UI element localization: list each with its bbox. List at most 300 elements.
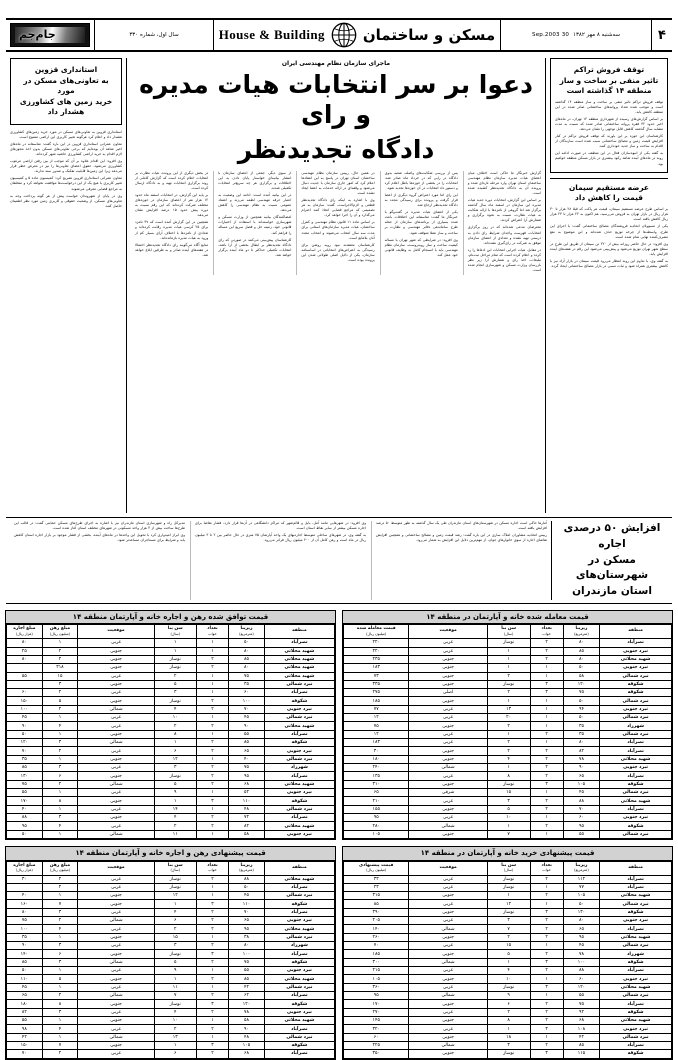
table-cell: ۹۰ xyxy=(229,722,265,730)
table-header-row xyxy=(7,861,335,875)
table-row xyxy=(7,950,335,958)
table-cell: ۷۵ xyxy=(229,672,265,680)
table-cell: ۲۰۵ xyxy=(344,917,409,925)
table-cell: جنوبی xyxy=(409,830,487,838)
table-cell: ۱ xyxy=(530,697,563,705)
table-cell: ۱ xyxy=(42,1033,78,1041)
table-row xyxy=(7,875,335,883)
table-cell: ۷۰ xyxy=(229,705,265,713)
table-cell: جنوبی xyxy=(78,797,155,805)
table-column-header: تعداد خواب xyxy=(530,861,563,875)
table-cell: جنوبی xyxy=(78,1042,155,1050)
table-cell: ۲ xyxy=(154,1025,196,1033)
table-cell: شرقی xyxy=(409,789,487,797)
table-cell: ۱۸۳ xyxy=(344,664,409,672)
table-row xyxy=(344,739,672,747)
table-cell: ۲ xyxy=(42,780,78,788)
table-cell: شهید محلاتی xyxy=(264,875,334,883)
table-cell: ۱۲۰ xyxy=(7,739,43,747)
table-cell: جنوبی xyxy=(409,755,487,763)
table-column-unit: (مترمربع) xyxy=(239,632,254,637)
table-cell: ۲ xyxy=(196,925,228,933)
table-cell: ۲ xyxy=(196,975,228,983)
table-cell: ۲ xyxy=(196,822,228,830)
table-cell: ۹۸ xyxy=(7,1025,43,1033)
table-cell: شهید محلاتی xyxy=(600,655,672,663)
table-cell: نوساز xyxy=(154,875,196,883)
table-row xyxy=(7,755,335,763)
table-cell: ۲ xyxy=(530,1042,563,1050)
table-cell: ۴ xyxy=(154,705,196,713)
table-cell: جنوبی xyxy=(78,892,155,900)
table-row xyxy=(344,747,672,755)
table-cell: ۸۰ xyxy=(563,655,599,663)
table-cell: ۱ xyxy=(530,883,563,891)
table-cell: ۷۵ xyxy=(229,958,265,966)
table-cell: شهید محلاتی xyxy=(264,722,334,730)
table-row xyxy=(7,672,335,680)
table-cell: ۲ xyxy=(530,822,563,830)
table-cell: ۱ xyxy=(196,672,228,680)
table-cell: ۳۵۰ xyxy=(344,1050,409,1058)
table-cell: ۳۰ xyxy=(344,747,409,755)
table-row xyxy=(344,797,672,805)
masthead-title xyxy=(214,20,500,50)
table-cell: ۲۶۰ xyxy=(344,933,409,941)
table-cell: ۷۵ xyxy=(229,764,265,772)
table-cell: ۲ xyxy=(487,689,530,697)
table-cell: نصرآباد xyxy=(600,967,672,975)
table-cell: نبرد شمالی xyxy=(600,697,672,705)
table-cell: ۴ xyxy=(42,925,78,933)
table-cell: شمالی xyxy=(409,822,487,830)
table-cell: ۲ xyxy=(42,689,78,697)
table-cell: ۱ xyxy=(530,722,563,730)
table-row xyxy=(344,672,672,680)
table-cell: ۲ xyxy=(154,925,196,933)
table-cell: جنوبی xyxy=(78,697,155,705)
table-cell: ۱ xyxy=(154,797,196,805)
table-row xyxy=(344,875,672,883)
table-row xyxy=(7,747,335,755)
table-cell: ۲ xyxy=(530,639,563,647)
table-cell: ۱ xyxy=(42,714,78,722)
table-column-unit: (میلیون ریال) xyxy=(366,868,387,873)
table-cell: نبرد جنوبی xyxy=(264,917,334,925)
table-cell: شمالی xyxy=(78,992,155,1000)
table-cell: جنوبی xyxy=(78,814,155,822)
table-column-unit: (سال) xyxy=(170,632,181,637)
table-cell: ۶۰ xyxy=(563,975,599,983)
table-cell: ۱ xyxy=(530,789,563,797)
table-row xyxy=(344,805,672,813)
table-cell: جنوبی xyxy=(78,755,155,763)
table-cell: ۷ xyxy=(487,925,530,933)
table-cell: ۷۷ xyxy=(563,883,599,891)
table-column-unit: (مترمربع) xyxy=(574,632,589,637)
left-sidebar xyxy=(6,58,127,513)
table-cell: ۵۵ xyxy=(563,992,599,1000)
table-cell: ۷۷ xyxy=(344,705,409,713)
table-cell: ۱ xyxy=(196,883,228,891)
table-cell: ۱ xyxy=(42,830,78,838)
table-cell: ۱ xyxy=(42,892,78,900)
table-cell: نوساز xyxy=(487,639,530,647)
table-cell: ۶۵ xyxy=(344,789,409,797)
table-cell: ۹۵ xyxy=(229,925,265,933)
table-cell: ۶ xyxy=(154,917,196,925)
table-cell: نبرد شمالی xyxy=(600,942,672,950)
table-row xyxy=(7,1042,335,1050)
table-column-header: موقعیت xyxy=(409,861,487,875)
table-cell: ۲ xyxy=(487,747,530,755)
table-cell: ۲ xyxy=(196,958,228,966)
table-cell: ۱۵ xyxy=(42,672,78,680)
table-cell: جنوبی xyxy=(409,975,487,983)
table-cell: ۶۰ xyxy=(563,814,599,822)
table-cell: نصرآباد xyxy=(600,747,672,755)
table-cell: غربی xyxy=(78,1025,155,1033)
table-row xyxy=(344,755,672,763)
table-cell: نبرد شمالی xyxy=(264,680,334,688)
article-column: مدیرکل راه و شهرسازی استان مازندران نیز با اشاره به اجرای طرح‌های مسکن حمایتی گفت: در قالب این طرح‌ها ساخت بیش از ۴ هزار واحد مسکونی در شهرهای مختلف استان آغاز شده است. وی ابراز امیدواری کرد با تحویل این واحدها در ماه‌های آینده، بخشی از فشار موجود بر بازار اجاره استان کاهش یابد و شرایط برای مستاجران مساعدتر شود. xyxy=(14,521,185,543)
table-cell: ۲۵ xyxy=(7,647,43,655)
table-cell: ۱۵ xyxy=(154,933,196,941)
table-row xyxy=(344,814,672,822)
table-cell: ۴۵ xyxy=(229,714,265,722)
sidebar-story-cement xyxy=(550,183,668,270)
table-cell: ۱ xyxy=(154,647,196,655)
table-cell: ۲ xyxy=(530,805,563,813)
table-cell: نبرد جنوبی xyxy=(600,705,672,713)
table-cell: غربی xyxy=(409,772,487,780)
table-cell: ۱ xyxy=(196,755,228,763)
table-cell: شمالی xyxy=(78,830,155,838)
table-column-header: سن بنا (سال) xyxy=(154,861,196,875)
table-cell: شهید محلاتی xyxy=(600,755,672,763)
table-row xyxy=(344,908,672,916)
table-cell: نبرد شمالی xyxy=(264,755,334,763)
table-cell: ۸۰ xyxy=(563,917,599,925)
table-cell: ۸۵ xyxy=(229,739,265,747)
price-tables-row-top xyxy=(5,610,673,840)
table-cell: شهید محلاتی xyxy=(600,983,672,991)
table-cell: جنوبی xyxy=(409,680,487,688)
table-cell: ۲ xyxy=(530,875,563,883)
table-cell: جنوبی xyxy=(78,1000,155,1008)
mazandaran-rent-story xyxy=(6,517,672,604)
table-cell: ۳ xyxy=(196,900,228,908)
table-row xyxy=(344,900,672,908)
table-cell: ۱ xyxy=(196,983,228,991)
table-cell: ۲ xyxy=(487,672,530,680)
table-row xyxy=(7,730,335,738)
table-cell: ۱ xyxy=(487,1025,530,1033)
table-cell: نوساز xyxy=(154,655,196,663)
table-cell: ۷۰ xyxy=(563,805,599,813)
table-cell: ۵۰ xyxy=(563,714,599,722)
table-cell: ۱۰۵ xyxy=(344,975,409,983)
table-row xyxy=(344,1008,672,1016)
table-cell: نبرد جنوبی xyxy=(264,830,334,838)
table-cell: نبرد شمالی xyxy=(264,1033,334,1041)
table-cell: ۲ xyxy=(154,722,196,730)
table-cell: ۱۴۰ xyxy=(344,925,409,933)
table-cell: ۱ xyxy=(530,714,563,722)
table-cell: ۳۵ xyxy=(563,730,599,738)
table-column-header: منطقه xyxy=(600,625,672,639)
table-cell: ۸۰ xyxy=(229,942,265,950)
table-row xyxy=(7,967,335,975)
table-cell: ۷۸ xyxy=(229,1008,265,1016)
table-row xyxy=(7,722,335,730)
table-cell: جنوبی xyxy=(78,900,155,908)
table-cell: ۱ xyxy=(530,664,563,672)
table-cell: ۱۰۵ xyxy=(563,780,599,788)
table-cell: ۴۵ xyxy=(563,942,599,950)
table-cell: ۲ xyxy=(154,822,196,830)
table-cell: ۷ xyxy=(487,830,530,838)
table-row xyxy=(7,697,335,705)
table-caption: قیمت توافق شده رهن و اجاره خانه و آپارتمان منطقه ۱۴ xyxy=(6,611,335,625)
table-row xyxy=(344,714,672,722)
table-cell: شهید محلاتی xyxy=(264,780,334,788)
table-cell xyxy=(7,883,43,891)
table-cell: نصرآباد xyxy=(600,1042,672,1050)
table-column-unit: خواب xyxy=(542,632,551,637)
table-row xyxy=(7,714,335,722)
table-cell: غربی xyxy=(78,967,155,975)
table-cell: غربی xyxy=(78,764,155,772)
table-cell: ۲ xyxy=(196,917,228,925)
table-cell: نبرد جنوبی xyxy=(600,664,672,672)
table-cell: ۳ xyxy=(196,1000,228,1008)
table-cell: جنوبی xyxy=(409,1033,487,1041)
table-cell: غربی xyxy=(78,722,155,730)
table-cell: ۳ xyxy=(42,908,78,916)
table-cell: ۵۸ xyxy=(563,672,599,680)
page-number: ۴ xyxy=(658,27,666,43)
table-column-header: موقعیت xyxy=(78,861,155,875)
table-cell: ۲۷۰ xyxy=(344,1008,409,1016)
table-cell: ۱۲ xyxy=(487,900,530,908)
table-cell: شمالی xyxy=(78,739,155,747)
table-cell: شمالی xyxy=(78,780,155,788)
table-cell: ۱۷۰ xyxy=(7,797,43,805)
table-cell: ۲ xyxy=(530,1008,563,1016)
table-row xyxy=(344,1050,672,1058)
table-cell: ۲ xyxy=(530,892,563,900)
table-cell: ۱۲ xyxy=(344,730,409,738)
table-cell: جنوبی xyxy=(409,655,487,663)
table-cell: نصرآباد xyxy=(264,950,334,958)
table-row xyxy=(7,797,335,805)
table-cell: شکوفه xyxy=(600,680,672,688)
price-table xyxy=(6,624,335,839)
table-cell: ۱۲ xyxy=(154,755,196,763)
table-cell: غربی xyxy=(409,730,487,738)
table-cell: جنوبی xyxy=(409,780,487,788)
table-cell xyxy=(7,680,43,688)
table-cell: ۲۳۵ xyxy=(344,655,409,663)
table-cell: ۱ xyxy=(196,647,228,655)
table-cell: ۱ xyxy=(196,830,228,838)
table-column-header: مبلغ رهن (میلیون ریال) xyxy=(42,625,78,639)
table-cell: ۱۳ xyxy=(154,1033,196,1041)
table-cell: ۳ xyxy=(154,764,196,772)
table-cell: ۲ xyxy=(487,722,530,730)
article-column: در بخش دیگری از این پرونده، هیات نظارت بر انتخابات اعلام کرده است که گزارش کاملی از روند برگزاری انتخابات تهیه و به دادگاه ارسال کرده است. بر پایه این گزارش، در انتخابات اسفند ماه حدود ۱۲ هزار نفر از اعضای سازمان در حوزه‌های مختلف شرکت کرده‌اند که این رقم نسبت به دوره پیش حدود ۱۵ درصد افزایش نشان می‌دهد. همچنین در این گزارش آمده است که ۴۷ نامزد برای ۲۵ کرسی هیات مدیره رقابت کرده‌اند و تعدادی از نامزدها با اختلاف آرای بسیار کم از ورود به هیات مدیره بازمانده‌اند. منابع آگاه می‌گویند رای دادگاه تجدیدنظر احتمالا در هفته‌های آینده صادر و به طرفین ابلاغ خواهد شد. xyxy=(134,170,209,257)
table-cell: ۷۵ xyxy=(7,917,43,925)
table-column-header: موقعیت xyxy=(78,625,155,639)
table-cell: ۱ xyxy=(196,730,228,738)
table-cell: ۱۰۰ xyxy=(229,697,265,705)
table-cell: نصرآباد xyxy=(264,689,334,697)
price-table xyxy=(343,624,672,839)
table-cell: ۱ xyxy=(42,1017,78,1025)
table-cell: ۷۰ xyxy=(7,1050,43,1058)
table-cell: ۸۰ xyxy=(229,664,265,672)
table-cell: ۲ xyxy=(530,925,563,933)
table-row xyxy=(7,1025,335,1033)
table-cell: غربی xyxy=(78,672,155,680)
table-cell: شکوفه xyxy=(264,1000,334,1008)
table-cell: نصرآباد xyxy=(264,1025,334,1033)
table-cell: نبرد جنوبی xyxy=(264,789,334,797)
table-column-header: تعداد خواب xyxy=(530,625,563,639)
table-cell: ۱ xyxy=(196,680,228,688)
table-cell: ۷۸ xyxy=(563,950,599,958)
table-column-header: زیربنا (مترمربع) xyxy=(229,861,265,875)
table-column-unit: (میلیون ریال) xyxy=(49,632,71,637)
table-cell: ۱۰۵ xyxy=(229,1042,265,1050)
table-cell: ۱۸۰ xyxy=(344,755,409,763)
table-cell: شهید محلاتی xyxy=(600,892,672,900)
table-cell: ۴ xyxy=(42,722,78,730)
table-cell: ۱۲ xyxy=(154,892,196,900)
table-column-header: منطقه xyxy=(600,861,672,875)
table-column-unit: (میلیون ریال) xyxy=(366,632,387,637)
table-cell: نصرآباد xyxy=(264,814,334,822)
table-cell: ۷۲ xyxy=(229,814,265,822)
table-cell: ۱۳۰ xyxy=(7,772,43,780)
table-column-unit: (هزار ریال) xyxy=(15,868,33,873)
table-cell: ۱ xyxy=(154,975,196,983)
table-cell: غربی xyxy=(409,1025,487,1033)
table-cell: شکوفه xyxy=(264,797,334,805)
table-row xyxy=(344,780,672,788)
table-cell: ۱ xyxy=(196,714,228,722)
table-cell: ۸۲ xyxy=(563,747,599,755)
table-cell: ۱ xyxy=(42,789,78,797)
table-row xyxy=(7,805,335,813)
table-cell: ۱۱ xyxy=(154,830,196,838)
table-cell: ۲ xyxy=(196,908,228,916)
table-cell: جنوبی xyxy=(409,950,487,958)
newspaper-page xyxy=(0,18,678,1057)
table-cell: ۶۲ xyxy=(229,992,265,1000)
table-cell: ۲ xyxy=(196,697,228,705)
table-cell: ۳۵ xyxy=(563,722,599,730)
table-cell: غربی xyxy=(78,1050,155,1058)
table-cell: ۱۰۰ xyxy=(7,705,43,713)
table-row xyxy=(7,789,335,797)
divider xyxy=(550,178,668,179)
table-row xyxy=(7,639,335,647)
table-cell: جنوبی xyxy=(409,908,487,916)
table-cell: شکوفه xyxy=(264,697,334,705)
table-cell: ۱۴۰ xyxy=(7,950,43,958)
table-cell: ۱ xyxy=(154,900,196,908)
table-cell: ۱ xyxy=(196,1033,228,1041)
article-column: گزارش خبرنگار ما حاکی است اختلاف میان اعضای هیات مدیره سازمان نظام مهندسی ساختمان استان تهران وارد مرحله تازه‌ای شده و پرونده آن به دادگاه تجدیدنظر کشیده شده است. بر اساس این گزارش، انتخابات دوره جدید هیات مدیره این سازمان در اسفند ماه سال گذشته برگزار شد اما گروهی از نامزدها با ارائه شکایت به هیات نظارت، نسبت به نحوه برگزاری و شمارش آرا اعتراض کردند. معترضان مدعی شده‌اند که در روز برگزاری انتخابات، فهرست واجدان شرایط رای دادن به درستی تهیه نشده و تعدادی از اعضای سازمان موفق به شرکت در رای‌گیری نشده‌اند. در مقابل، هیات اجرایی انتخابات این ادعاها را رد کرده و اعلام کرده است که تمام مراحل ثبت‌نام، تبلیغات، اخذ رای و شمارش آرا زیر نظر بازرسان وزارت مسکن و شهرسازی انجام شده است. xyxy=(463,171,541,276)
table-cell: ۶ xyxy=(487,1000,530,1008)
sidebar-story-qazvin-body: استانداری قزوین به تعاونی‌های مسکن در مورد خرید زمین‌های کشاورزی هشدار داد و اعلام کرد هرگونه تغییر کاربری این اراضی ممنوع است. معاون عمرانی استانداری قزوین در این باره گفت: متاسفانه در ماه‌های اخیر شاهد آن بوده‌ایم که برخی تعاونی‌های مسکن بدون اخذ مجوزهای لازم اقدام به خرید اراضی کشاورزی حاشیه شهر کرده‌اند. وی افزود: این اقدام علاوه بر آن که موجب از بین رفتن اراضی مرغوب کشاورزی می‌شود، حقوق اعضای تعاونی‌ها را نیز در معرض خطر قرار می‌دهد زیرا این زمین‌ها قابلیت تفکیک و صدور سند ندارند. معاون عمرانی استانداری قزوین تصریح کرد: کمیسیون ماده ۵ و کمیسیون تغییر کاربری با هیچ یک از این درخواست‌ها موافقت نخواهد کرد و متخلفان به مراجع قضایی معرفی می‌شوند. وی در پایان از شهروندان خواست پیش از هر گونه پرداخت وجه به تعاونی‌های مسکن، از وضعیت حقوقی و کاربری زمین مورد نظر اطمینان حاصل کنند. xyxy=(10,129,122,208)
table-cell: شهید محلاتی xyxy=(264,822,334,830)
table-cell: ۱۱۲ xyxy=(563,875,599,883)
table-row xyxy=(7,647,335,655)
table-cell: ۲۳ xyxy=(344,883,409,891)
table-cell: ۳۶۰ xyxy=(344,983,409,991)
table-cell: ۳۵ xyxy=(229,680,265,688)
table-cell: ۱ xyxy=(154,639,196,647)
table-cell: غربی xyxy=(409,875,487,883)
table-cell: ۹۴ xyxy=(563,705,599,713)
table-cell: جنوبی xyxy=(409,1050,487,1058)
table-cell: ۴ xyxy=(42,822,78,830)
table-cell: شهید محلاتی xyxy=(600,933,672,941)
table-cell: نبرد شمالی xyxy=(264,983,334,991)
table-cell: ۱ xyxy=(530,942,563,950)
table-cell: غربی xyxy=(409,983,487,991)
table-cell: جنوبی xyxy=(78,680,155,688)
table-row xyxy=(344,967,672,975)
issue-date-fa: سه‌شنبه ۸ مهر ۱۳۸۲ xyxy=(573,32,620,38)
table-cell: ۶۵ xyxy=(229,747,265,755)
masthead-title-en: House & Building xyxy=(218,27,325,42)
table-row xyxy=(7,764,335,772)
table-row xyxy=(344,639,672,647)
table-cell: ۸۵ xyxy=(229,975,265,983)
table-cell: نبرد شمالی xyxy=(600,900,672,908)
sidebar-story-traffic xyxy=(550,58,668,173)
table-cell: ۸۲ xyxy=(229,822,265,830)
table-cell: ۱ xyxy=(487,730,530,738)
masthead xyxy=(6,18,672,52)
table-cell: ۴۸ xyxy=(229,1033,265,1041)
price-table xyxy=(6,861,335,1059)
newspaper-logo xyxy=(6,20,94,50)
table-cell: ۴ xyxy=(487,755,530,763)
table-cell: شمالی xyxy=(409,1042,487,1050)
table-cell: ۲ xyxy=(487,1008,530,1016)
table-cell: ۹۵ xyxy=(344,814,409,822)
table-cell: ۸۰ xyxy=(7,908,43,916)
table-cell: غربی xyxy=(78,942,155,950)
table-cell: ۹ xyxy=(154,967,196,975)
table-cell: ۳ xyxy=(196,950,228,958)
table-cell: ۳۰ xyxy=(7,875,43,883)
table-cell: ۱۰۰ xyxy=(563,958,599,966)
table-row xyxy=(7,680,335,688)
sidebar-story-qazvin-title: استانداری قزوین به تعاونی‌های مسکن در مورد خرید زمین های کشاورزی هشدار داد xyxy=(19,65,113,117)
table-cell: ۹۰ xyxy=(229,1025,265,1033)
table-cell: ۵ xyxy=(487,950,530,958)
table-cell: ۱۲۰ xyxy=(229,1000,265,1008)
table-cell: ۴۲ xyxy=(229,983,265,991)
sidebar-story-cement-title: عرضه مستقیم سیمان قیمت را کاهش داد xyxy=(569,182,649,203)
table-cell: ۶۰ xyxy=(229,689,265,697)
